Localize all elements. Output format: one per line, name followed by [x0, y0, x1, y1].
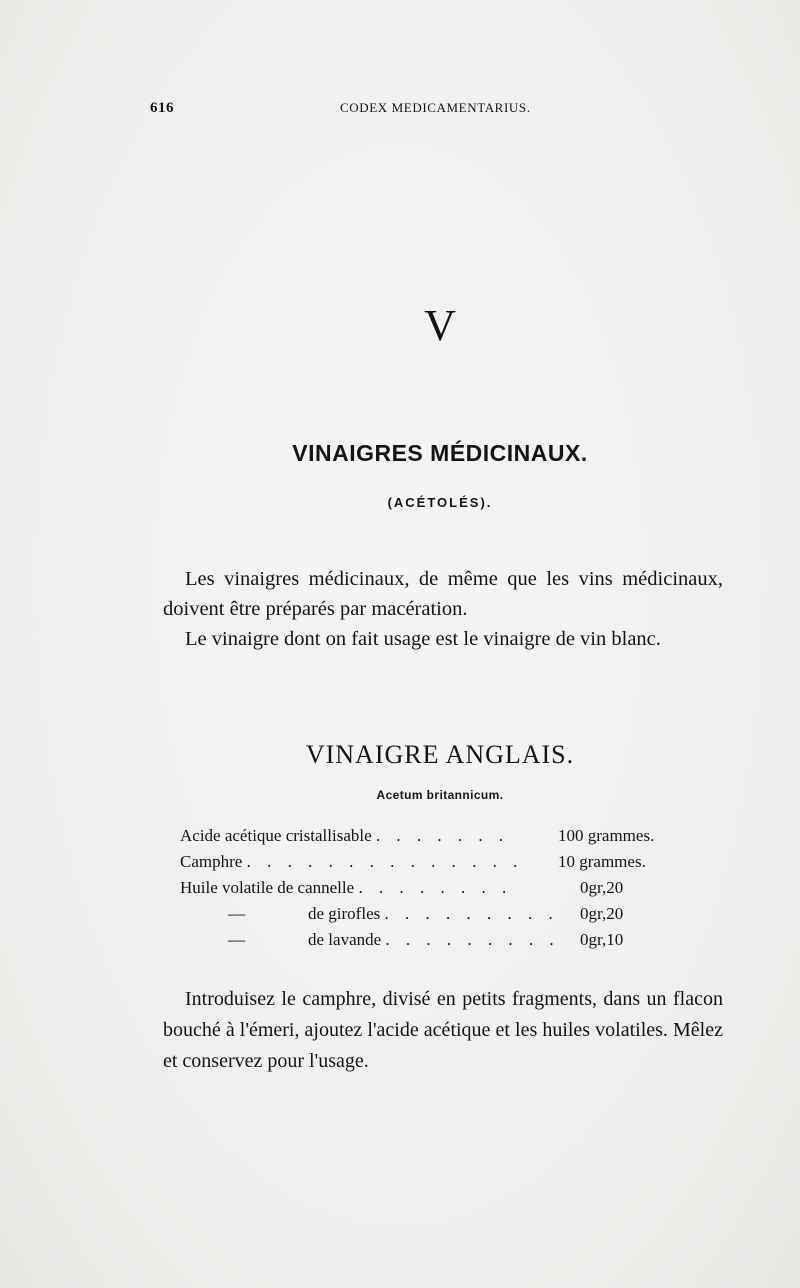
- section-title: VINAIGRES MÉDICINAUX.: [292, 440, 588, 466]
- ingredient-row: [180, 930, 700, 956]
- ingredient-row: [180, 904, 700, 930]
- ingredient-row: [180, 826, 700, 852]
- recipe-instructions: Introduisez le camphre, divisé en petits fragments, dans un flacon bouché à l'émeri, ajoutez l'acide acétique et les huiles volatiles. Mêlez et conservez pour l'usage.: [163, 988, 723, 1072]
- recipe-latin-name: Acetum britannicum.: [376, 788, 504, 802]
- ingredient-quantity: 0gr,10: [580, 930, 624, 949]
- page-header: [150, 100, 730, 122]
- ingredient-row: [180, 852, 700, 878]
- intro-paragraph-1: Les vinaigres médicinaux, de même que les vins médicinaux, doivent être préparés par macération.: [163, 568, 723, 620]
- running-title: CODEX MEDICAMENTARIUS.: [340, 100, 531, 115]
- ingredient-quantity: 0gr,20: [580, 878, 624, 897]
- recipe-title: VINAIGRE ANGLAIS.: [305, 740, 575, 769]
- section-numeral: V: [424, 301, 456, 350]
- ingredient-name: Acide acétique cristallisable . . . . . . .: [180, 826, 510, 845]
- section-subtitle: (ACÉTOLÉS).: [387, 495, 493, 510]
- ditto-dash: —: [228, 930, 245, 949]
- ingredient-list: [180, 826, 700, 956]
- page-number: 616: [150, 100, 174, 116]
- ingredient-quantity: 0gr,20: [580, 904, 624, 923]
- ingredient-quantity: 100 grammes.: [558, 826, 655, 845]
- ingredient-name: Camphre . . . . . . . . . . . . . .: [180, 852, 524, 871]
- ingredient-name: de lavande . . . . . . . . .: [308, 930, 560, 949]
- ingredient-quantity: 10 grammes.: [558, 852, 646, 871]
- intro-paragraph-2: Le vinaigre dont on fait usage est le vinaigre de vin blanc.: [185, 628, 661, 650]
- ingredient-row: [180, 878, 700, 904]
- ingredient-name: de girofles . . . . . . . . .: [308, 904, 559, 923]
- ingredient-name: Huile volatile de cannelle . . . . . . . .: [180, 878, 513, 897]
- ditto-dash: —: [228, 904, 245, 923]
